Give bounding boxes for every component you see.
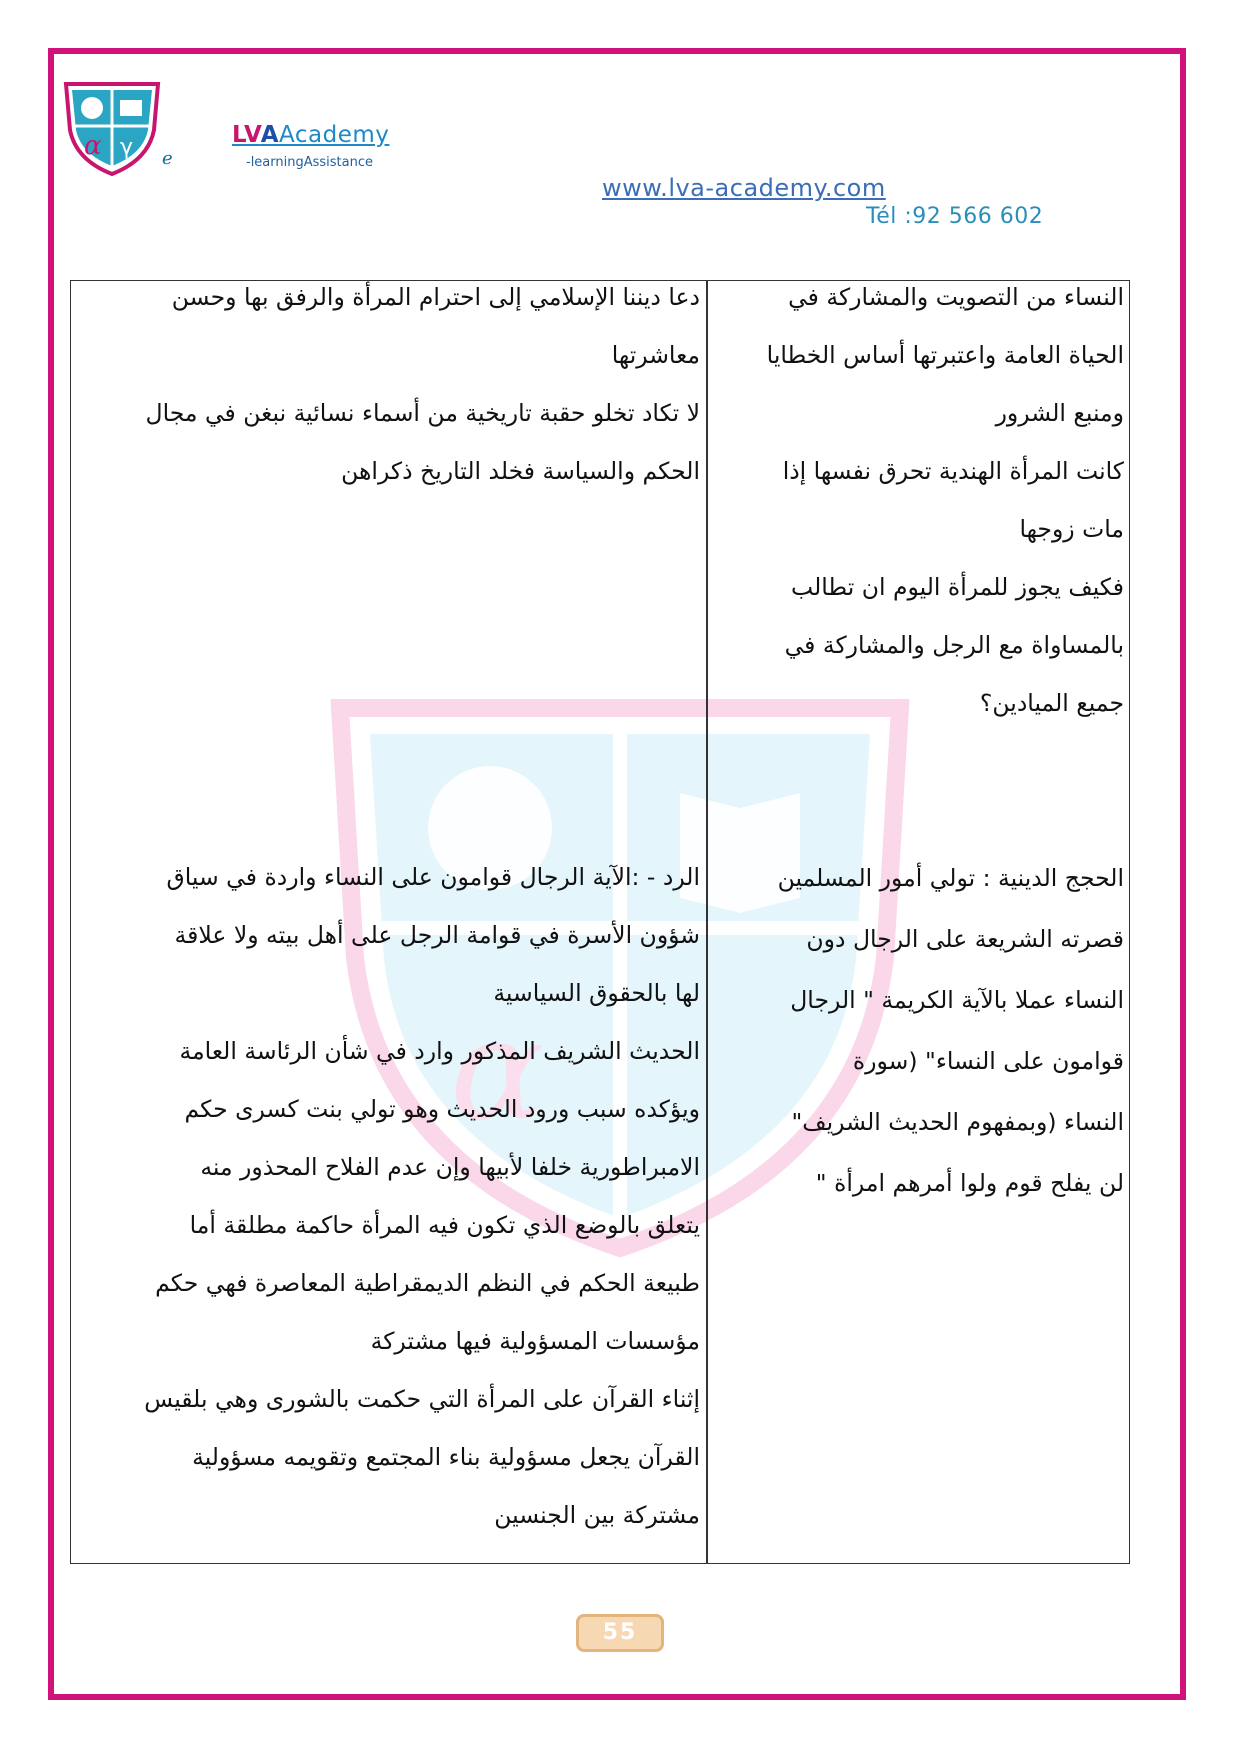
brand-rest: Academy — [279, 122, 390, 148]
text-line: لن يفلح قوم ولوا أمرهم امرأة " — [815, 1169, 1124, 1197]
text-line: الامبراطورية خلفا لأبيها وإن عدم الفلاح المحذور منه — [200, 1153, 700, 1181]
column-divider — [706, 280, 708, 1564]
text-line: ومنبع الشرور — [995, 399, 1124, 427]
svg-text:α: α — [84, 131, 102, 161]
brand-name[interactable] — [232, 122, 389, 148]
right-column-block-1 — [734, 268, 1124, 732]
text-line: شؤون الأسرة في قوامة الرجل على أهل بيته ولا علاقة — [174, 921, 700, 949]
phone-number: Tél :92 566 602 — [866, 204, 1044, 229]
website-link[interactable]: www.lva-academy.com — [602, 174, 886, 202]
text-line: النساء من التصويت والمشاركة في — [788, 283, 1124, 311]
text-line: قوامون على النساء" (سورة — [852, 1047, 1124, 1075]
text-line: الرد - :الآية الرجال قوامون على النساء واردة في سياق — [166, 863, 700, 891]
lva-logo-icon — [58, 78, 166, 178]
left-column-block-1 — [100, 268, 700, 500]
text-line: إثناء القرآن على المرأة التي حكمت بالشورى وهي بلقيس — [144, 1385, 700, 1413]
logo-e-mark: e — [162, 148, 173, 169]
text-line: لا تكاد تخلو حقبة تاريخية من أسماء نسائية نبغن في مجال — [145, 399, 700, 427]
text-line: يتعلق بالوضع الذي تكون فيه المرأة حاكمة مطلقة أما — [189, 1211, 700, 1239]
text-line: الحياة العامة واعتبرتها أساس الخطايا — [766, 341, 1124, 369]
page-number: 55 — [576, 1614, 664, 1652]
text-line: معاشرتها — [611, 341, 700, 369]
text-line: دعا ديننا الإسلامي إلى احترام المرأة والرفق بها وحسن — [171, 283, 700, 311]
text-line: جميع الميادين؟ — [979, 689, 1124, 717]
text-line: مؤسسات المسؤولية فيها مشتركة — [370, 1327, 700, 1355]
text-line: لها بالحقوق السياسية — [493, 979, 700, 1007]
brand-lv: LV — [232, 122, 261, 148]
text-line: بالمساواة مع الرجل والمشاركة في — [784, 631, 1124, 659]
text-line: طبيعة الحكم في النظم الديمقراطية المعاصرة فهي حكم — [155, 1269, 700, 1297]
text-line: فكيف يجوز للمرأة اليوم ان تطالب — [791, 573, 1124, 601]
text-line: الحجج الدينية : تولي أمور المسلمين — [777, 864, 1124, 892]
text-line: مات زوجها — [1019, 515, 1124, 543]
text-line: مشتركة بين الجنسين — [494, 1501, 700, 1529]
text-line: الحديث الشريف المذكور وارد في شأن الرئاسة العامة — [179, 1037, 700, 1065]
text-line: النساء (وبمفهوم الحديث الشريف" — [791, 1108, 1124, 1136]
brand-tagline: -learningAssistance — [246, 155, 373, 170]
brand-a: A — [260, 122, 280, 148]
text-line: النساء عملا بالآية الكريمة " الرجال — [790, 986, 1124, 1014]
text-line: الحكم والسياسة فخلد التاريخ ذكراهن — [341, 457, 700, 485]
svg-text:γ: γ — [120, 135, 134, 160]
right-column-block-2 — [734, 848, 1124, 1214]
text-line: ويؤكده سبب ورود الحديث وهو تولي بنت كسرى حكم — [184, 1095, 700, 1123]
text-line: قصرته الشريعة على الرجال دون — [806, 925, 1124, 953]
text-line: كانت المرأة الهندية تحرق نفسها إذا — [782, 457, 1124, 485]
svg-text:α: α — [450, 989, 545, 1152]
text-line: القرآن يجعل مسؤولية بناء المجتمع وتقويمه مسؤولية — [192, 1443, 700, 1471]
left-column-block-2 — [100, 848, 700, 1544]
